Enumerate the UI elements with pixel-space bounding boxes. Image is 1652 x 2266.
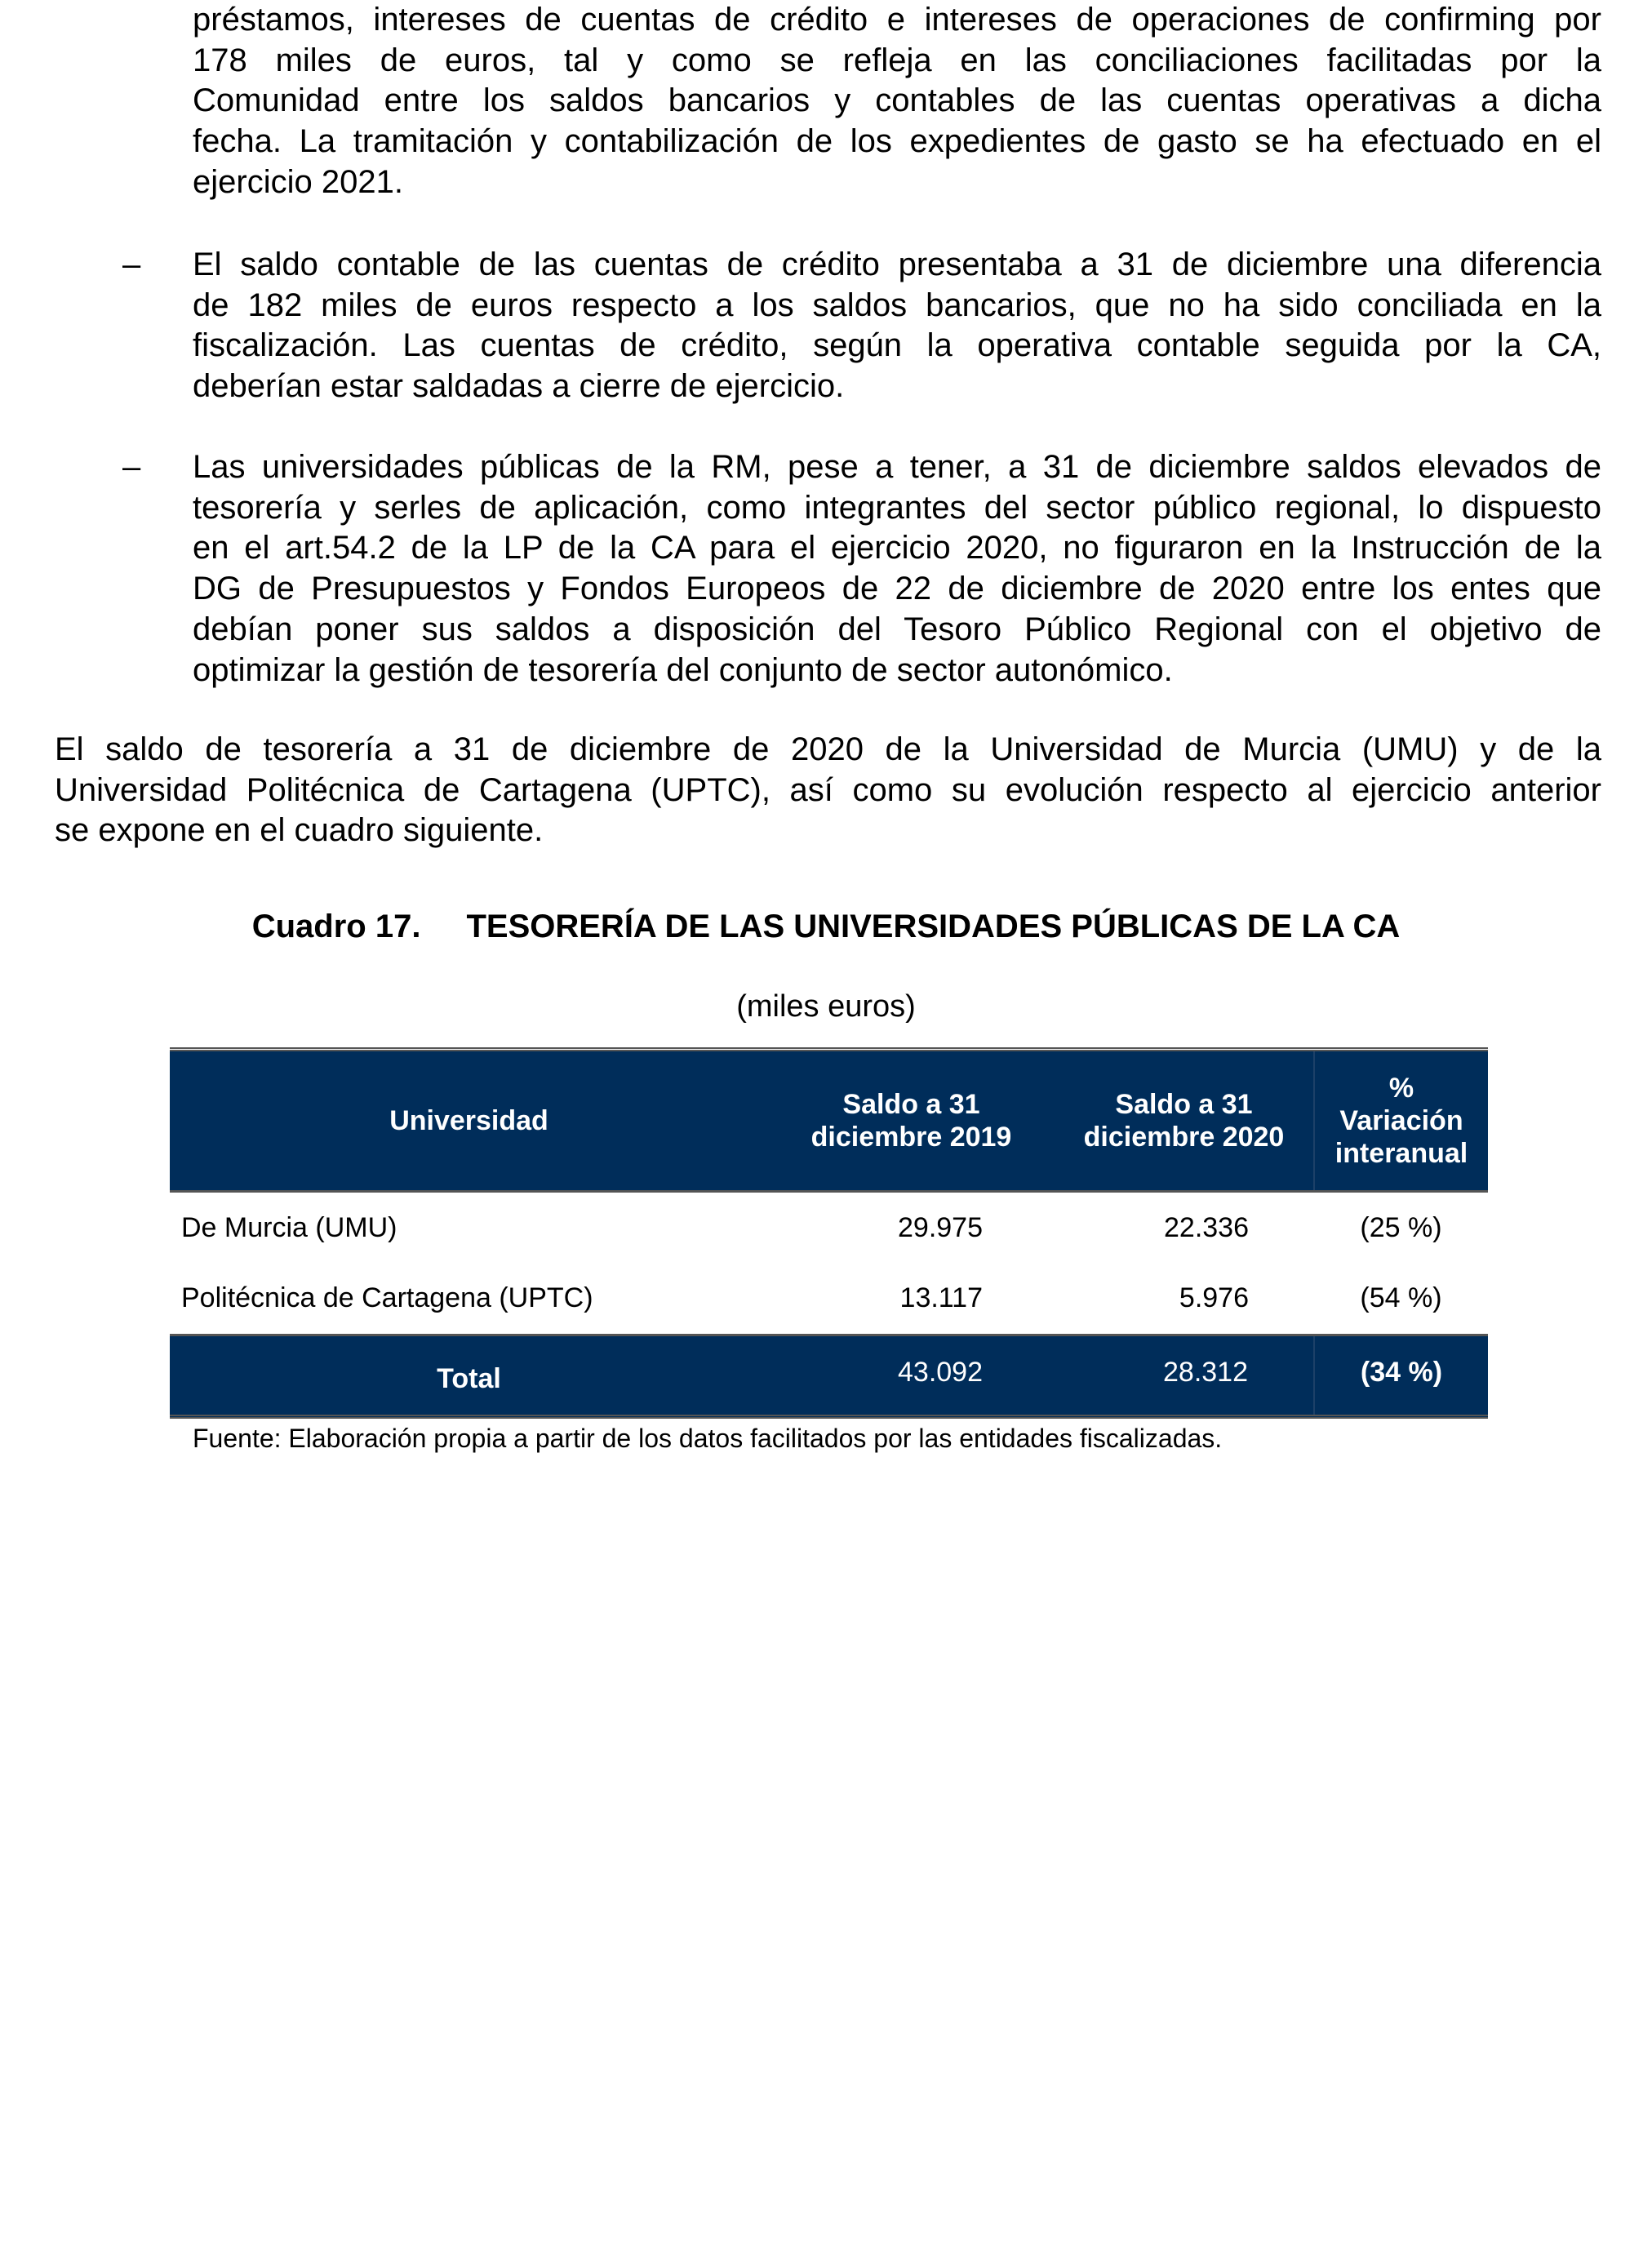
text-line: Comunidad entre los saldos bancarios y contables de las cuentas operativas a dicha [193, 82, 1601, 119]
text-line: ejercicio 2021. [193, 163, 403, 200]
header-variacion: % Variación interanual [1314, 1050, 1488, 1192]
cell-total-2020: 28.312 [1163, 1356, 1248, 1388]
text-line: se expone en el cuadro siguiente. [55, 812, 544, 849]
cell-variacion: (54 %) [1360, 1282, 1442, 1314]
text-line: DG de Presupuestos y Fondos Europeos de 22 de diciembre de 2020 entre los entes que [193, 571, 1601, 607]
text-line: optimizar la gestión de tesorería del conjunto de sector autonómico. [193, 651, 1173, 688]
cell-2020: 5.976 [1179, 1282, 1249, 1314]
text-line: fecha. La tramitación y contabilización de los expedientes de gasto se ha efectuado en el [193, 123, 1601, 160]
text-line: de 182 miles de euros respecto a los saldos bancarios, que no ha sido conciliada en la [193, 287, 1601, 323]
table-caption [0, 909, 1652, 945]
cell-2020: 22.336 [1164, 1211, 1249, 1243]
text-line: debían poner sus saldos a disposición del Tesoro Público Regional con el objetivo de [193, 611, 1601, 647]
text-line: en el art.54.2 de la LP de la CA para el ejercicio 2020, no figuraron en la Instrucción de la [193, 530, 1601, 566]
cell-2019: 13.117 [899, 1282, 983, 1314]
cell-name: Politécnica de Cartagena (UPTC) [181, 1282, 593, 1314]
caption-title: TESORERÍA DE LAS UNIVERSIDADES PÚBLICAS DE LA CA [466, 909, 1401, 944]
cell-total-label: Total [437, 1362, 501, 1394]
cell-total-variacion: (34 %) [1314, 1335, 1488, 1417]
text-line: préstamos, intereses de cuentas de crédito e intereses de operaciones de confirming por [193, 2, 1601, 38]
text-line: Las universidades públicas de la RM, pese a tener, a 31 de diciembre saldos elevados de [193, 449, 1601, 485]
caption-number: Cuadro 17. [251, 909, 421, 944]
table-row [170, 1264, 1488, 1335]
text-line: 178 miles de euros, tal y como se refleja en las conciliaciones facilitadas por la [193, 42, 1601, 78]
cell-name: De Murcia (UMU) [181, 1211, 397, 1243]
table-units: (miles euros) [736, 989, 916, 1024]
header-saldo-2020: Saldo a 31 diciembre 2020 [1083, 1089, 1285, 1153]
table-total-row [170, 1335, 1488, 1417]
text-line: El saldo contable de las cuentas de crédito presentaba a 31 de diciembre una diferencia [193, 247, 1601, 282]
table-source-note: Fuente: Elaboración propia a partir de los datos facilitados por las entidades fiscalizadas. [193, 1424, 1223, 1453]
cell-2019: 29.975 [898, 1211, 983, 1243]
text-line: deberían estar saldadas a cierre de ejercicio. [193, 368, 845, 405]
cell-variacion: (25 %) [1360, 1211, 1442, 1243]
text-line: fiscalización. Las cuentas de crédito, según la operativa contable seguida por la CA, [193, 327, 1601, 364]
dash-bullet-icon: – [122, 247, 141, 282]
text-line: El saldo de tesorería a 31 de diciembre de 2020 de la Universidad de Murcia (UMU) y de la [55, 731, 1601, 767]
text-line: tesorería y serles de aplicación, como integrantes del sector público regional, lo dispuesto [193, 489, 1601, 526]
table-header-row [170, 1050, 1488, 1192]
table-row [170, 1192, 1488, 1264]
treasury-table [170, 1047, 1488, 1419]
paragraph-body [55, 730, 1601, 851]
cell-total-2019: 43.092 [898, 1356, 983, 1388]
dash-bullet-icon: – [122, 449, 141, 485]
header-saldo-2019: Saldo a 31 diciembre 2019 [810, 1089, 1012, 1153]
text-line: Universidad Politécnica de Cartagena (UPTC), así como su evolución respecto al ejercicio anterior [55, 771, 1601, 808]
header-universidad: Universidad [389, 1105, 548, 1136]
